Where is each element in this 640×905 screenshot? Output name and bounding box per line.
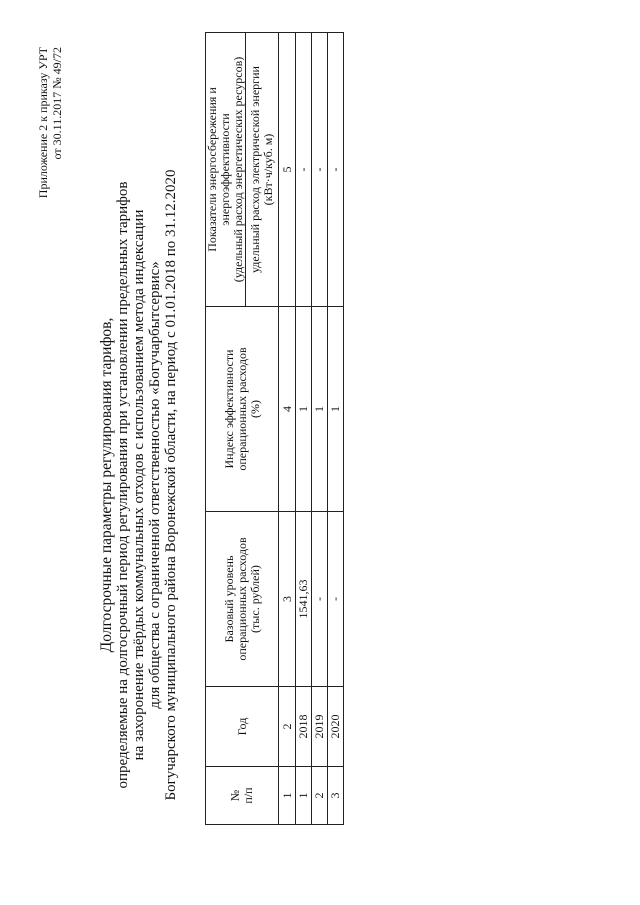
header-index-line-1: Индекс эффективности (221, 349, 236, 469)
title-line-5: Богучарского муниципального района Воронежской области, на период с 01.01.2018 по 31.12.2020 (163, 169, 179, 801)
column-number: 4 (279, 307, 296, 512)
header-efficiency-index (206, 307, 279, 512)
header-energy-line-1: Показатели энергосбережения и энергоэффективности (205, 87, 232, 252)
header-energy-sub-line-1: удельный расход электрической энергии (248, 66, 262, 273)
header-index-line-3: (%) (247, 400, 262, 418)
cell-index: 1 (296, 307, 312, 512)
cell-year: 2019 (312, 687, 328, 767)
column-number: 5 (279, 33, 296, 307)
header-num-line-2: п/п (241, 787, 255, 804)
header-base-line-2: операционных расходов (234, 537, 249, 661)
cell-energy: - (312, 33, 328, 307)
header-index-line-2: операционных расходов (234, 347, 249, 471)
cell-base: - (312, 512, 328, 687)
header-base-line-3: (тыс. рублей) (247, 565, 262, 633)
column-number: 3 (279, 512, 296, 687)
title-line-2: определяемые на долгосрочный период регулирования при установлении предельных тарифов (115, 181, 131, 789)
header-energy-sub-line-2: (кВт·ч/куб. м) (261, 133, 275, 206)
header-num (206, 767, 279, 825)
header-base-line-1: Базовый уровень (221, 555, 236, 643)
header-energy-electricity (246, 33, 279, 307)
cell-year: 2020 (328, 687, 344, 767)
header-base-level (206, 512, 279, 687)
column-numbers-row (279, 33, 296, 825)
cell-num: 1 (296, 767, 312, 825)
table-row (328, 33, 344, 825)
table-row (296, 33, 312, 825)
cell-base: 1541,63 (296, 512, 312, 687)
cell-energy: - (328, 33, 344, 307)
cell-base: - (328, 512, 344, 687)
column-number: 1 (279, 767, 296, 825)
table-row (312, 33, 328, 825)
cell-energy: - (296, 33, 312, 307)
cell-num: 3 (328, 767, 344, 825)
appendix-note (36, 47, 64, 237)
header-energy-line-2: (удельный расход энергетических ресурсов) (231, 56, 245, 283)
title-line-1: Долгосрочные параметры регулирования тарифов, (98, 317, 115, 653)
header-num-line-1: № (228, 789, 242, 802)
cell-index: 1 (328, 307, 344, 512)
appendix-line-2: от 30.11.2017 № 49/72 (50, 47, 64, 160)
document-title (99, 125, 179, 845)
cell-year: 2018 (296, 687, 312, 767)
column-number: 2 (279, 687, 296, 767)
title-line-3: на захоронение твёрдых коммунальных отходов с использованием метода индексации (131, 209, 147, 761)
cell-index: 1 (312, 307, 328, 512)
header-year: Год (206, 687, 279, 767)
header-energy-saving (206, 33, 246, 307)
cell-num: 2 (312, 767, 328, 825)
tariff-parameters-table (205, 32, 344, 825)
appendix-line-1: Приложение 2 к приказу УРТ (36, 47, 50, 199)
title-line-4: для общества с ограниченной ответственностью «Богучарбытсервис» (147, 261, 163, 709)
